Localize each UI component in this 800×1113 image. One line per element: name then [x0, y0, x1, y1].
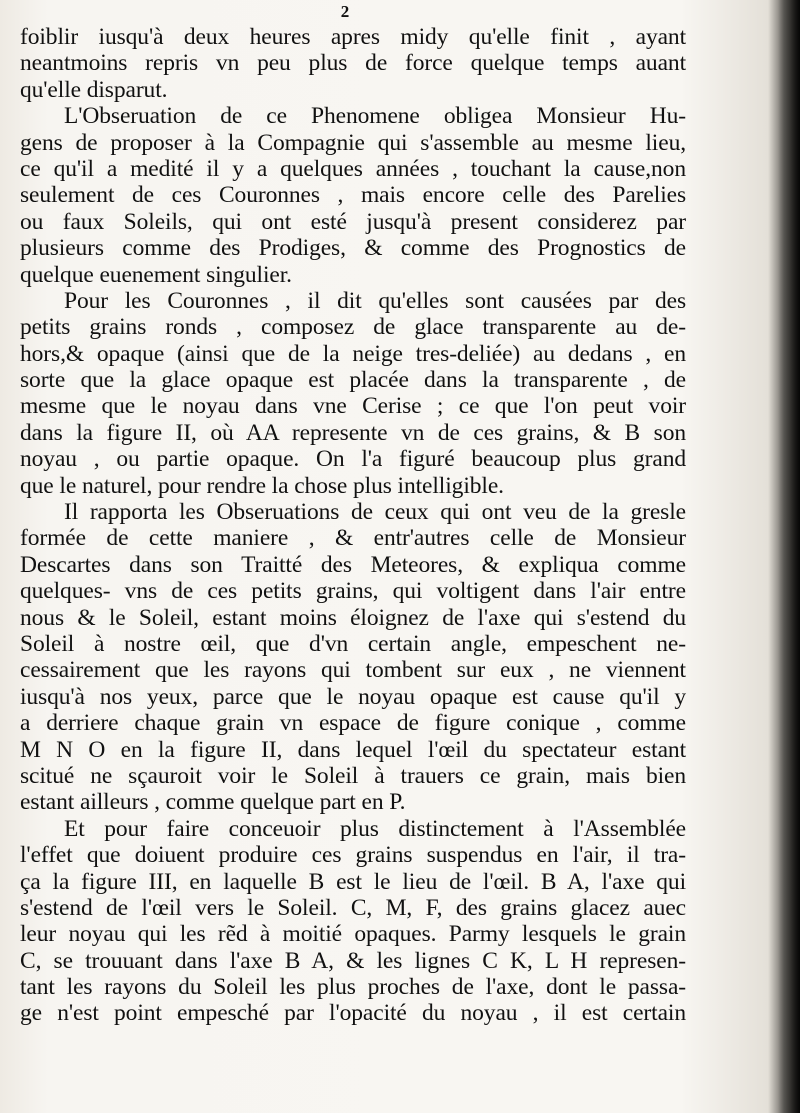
text-line: gens de proposer à la Compagnie qui s'assemble au mesme lieu, [20, 129, 686, 156]
text-line: qu'elle disparut. [20, 76, 168, 103]
text-line: formée de cette maniere , & entr'autres celle de Monsieur [20, 525, 686, 552]
text-line: Et pour faire conceuoir plus distinctement à l'Assemblée [64, 815, 686, 842]
text-line: foiblir iusqu'à deux heures apres midy qu'elle finit , ayant [20, 24, 686, 50]
text-line: cessairement que les rayons qui tombent sur eux , ne viennent [20, 657, 686, 684]
text-line: hors,& opaque (ainsi que de la neige tres-deliée) au dedans , en [20, 340, 686, 367]
text-line: petits grains ronds , composez de glace transparente au de- [20, 314, 686, 341]
text-line: s'estend de l'œil vers le Soleil. C, M, F, des grains glacez auec [20, 894, 686, 921]
text-line: seulement de ces Couronnes , mais encore celle des Parelies [20, 182, 686, 209]
page-gutter-shadow [778, 0, 800, 1113]
text-line: iusqu'à nos yeux, parce que le noyau opaque est cause qu'il y [20, 683, 686, 710]
text-line: leur noyau qui les rẽd à moitié opaques. Parmy lesquels le grain [20, 921, 686, 948]
text-line: Soleil à nostre œil, que d'vn certain angle, empeschent ne- [20, 630, 686, 657]
text-line: ça la figure III, en laquelle B est le lieu de l'œil. B A, l'axe qui [20, 868, 686, 895]
text-line: Il rapporta les Obseruations de ceux qui ont veu de la gresle [64, 499, 686, 526]
text-line: noyau , ou partie opaque. On l'a figuré beaucoup plus grand [20, 446, 686, 473]
text-line: ce qu'il a medité il y a quelques années , touchant la cause,non [20, 155, 686, 182]
text-line: scitué ne sçauroit voir le Soleil à trauers ce grain, mais bien [20, 762, 686, 789]
text-line: quelque euenement singulier. [20, 261, 292, 288]
text-line: M N O en la figure II, dans lequel l'œil du spectateur estant [20, 736, 686, 763]
text-line: ou faux Soleils, qui ont esté jusqu'à present considerez par [20, 208, 686, 235]
text-line: Pour les Couronnes , il dit qu'elles sont causées par des [64, 287, 686, 314]
body-text [20, 24, 686, 1027]
page-number: 2 [340, 2, 350, 21]
text-line: quelques- vns de ces petits grains, qui voltigent dans l'air entre [20, 578, 686, 605]
text-line: ge n'est point empesché par l'opacité du noyau , il est certain [20, 1000, 686, 1027]
text-line: neantmoins repris vn peu plus de force quelque temps auant [20, 50, 686, 77]
text-line: que le naturel, pour rendre la chose plus intelligible. [20, 472, 504, 499]
text-line: Descartes dans son Traitté des Meteores, & expliqua comme [20, 551, 686, 578]
text-line: dans la figure II, où AA represente vn de ces grains, & B son [20, 419, 686, 446]
text-line: tant les rayons du Soleil les plus proches de l'axe, dont le passa- [20, 974, 686, 1001]
text-line: plusieurs comme des Prodiges, & comme des Prognostics de [20, 235, 686, 262]
text-line: l'effet que doiuent produire ces grains suspendus en l'air, il tra- [20, 842, 686, 869]
text-line: C, se trouuant dans l'axe B A, & les lignes C K, L H represen- [20, 947, 686, 974]
text-line: L'Obseruation de ce Phenomene obligea Monsieur Hu- [64, 103, 686, 130]
text-line: sorte que la glace opaque est placée dans la transparente , de [20, 367, 686, 394]
text-line: nous & le Soleil, estant moins éloignez de l'axe qui s'estend du [20, 604, 686, 631]
text-line: a derriere chaque grain vn espace de figure conique , comme [20, 710, 686, 737]
text-line: estant ailleurs , comme quelque part en P. [20, 789, 406, 816]
text-line: mesme que le noyau dans vne Cerise ; ce que l'on peut voir [20, 393, 686, 420]
